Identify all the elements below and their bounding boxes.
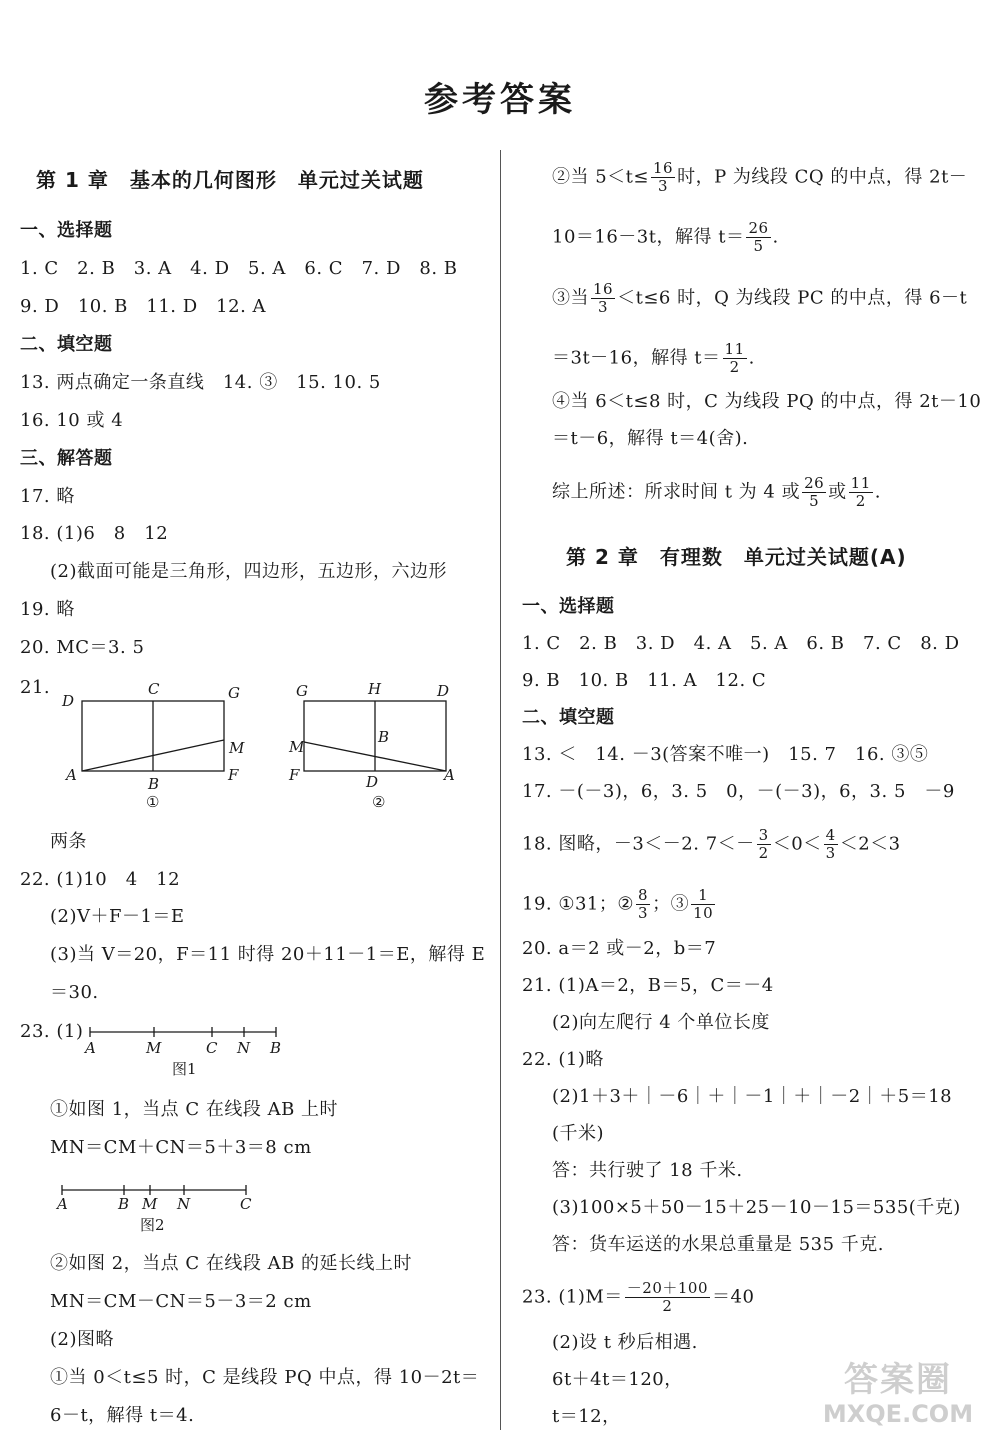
fig1-label-B: B <box>270 1039 282 1057</box>
r-answer-22-part2-reply: 答：共行驶了 18 千米. <box>552 1160 743 1181</box>
fig1-label-C: C <box>206 1039 218 1057</box>
fraction: $\frac{11}{2}$ <box>850 474 871 510</box>
answer-18: 18. (1)6 8 12 <box>20 523 169 544</box>
fraction: $\frac{3}{2}$ <box>758 826 769 862</box>
r-answer-22-part2: (2)1＋3＋｜－6｜＋｜－1｜＋｜－2｜＋5＝18 <box>552 1086 953 1107</box>
r-answer-18: 18. 图略，－3＜－2. 7＜－ $\frac{3}{2}$ ＜0＜ $\frac{4}{3}$ ＜2＜3 <box>522 826 901 862</box>
fill-answers-2: 16. 10 或 4 <box>20 410 124 431</box>
fraction: $\frac{26}{5}$ <box>804 474 825 510</box>
fig2-label-M: M <box>142 1195 158 1213</box>
r-section-multiple-choice: 一、选择题 <box>522 596 615 617</box>
fig21-1-label-A: A <box>66 766 77 784</box>
r-summary: 综上所述：所求时间 t 为 4 或 $\frac{26}{5}$ 或 $\frac{11}{2}$ . <box>552 474 881 510</box>
r-case4-line1: ④当 6＜t≤8 时，C 为线段 PQ 的中点，得 2t－10 <box>552 391 982 412</box>
fig21-1-label-G: G <box>228 684 240 702</box>
figure-21-2 <box>288 680 455 811</box>
fig2-label-N: N <box>177 1195 191 1213</box>
fig2-label-A: A <box>57 1195 68 1213</box>
fraction: $\frac{16}{3}$ <box>593 280 614 316</box>
answer-23-case1: ①如图 1，当点 C 在线段 AB 上时 <box>50 1099 339 1120</box>
r-answer-22-part3: (3)100×5＋50－15＋25－10－15＝535(千克) <box>552 1197 961 1218</box>
section-fill-blank: 二、填空题 <box>20 334 113 355</box>
answer-22: 22. (1)10 4 12 <box>20 869 181 890</box>
page-title: 参考答案 <box>424 80 576 120</box>
fig21-2-label-A: A <box>444 766 455 784</box>
r-mc-answers-1: 1. C 2. B 3. D 4. A 5. A 6. B 7. C 8. D <box>522 633 960 654</box>
fraction: $\frac{-20+100}{2}$ <box>626 1279 708 1315</box>
r-answer-22-part3-reply: 答：货车运送的水果总重量是 535 千克. <box>552 1234 885 1255</box>
answer-19: 19. 略 <box>20 599 75 620</box>
figure-23-2 <box>54 1176 284 1236</box>
answer-17: 17. 略 <box>20 486 75 507</box>
fig21-2-label-D2: D <box>366 773 379 791</box>
r-answer-19: 19. ①31；② $\frac{8}{3}$ ；③ $\frac{1}{10}$ <box>522 886 714 922</box>
figure-21 <box>60 676 460 816</box>
answer-23-case2: ②如图 2，当点 C 在线段 AB 的延长线上时 <box>50 1253 413 1274</box>
section-multiple-choice: 一、选择题 <box>20 220 113 241</box>
fig21-2-caption: ② <box>372 793 386 811</box>
fig21-2-label-G: G <box>296 682 308 700</box>
r-case3-line1: ③当 $\frac{16}{3}$ ＜t≤6 时，Q 为线段 PC 的中点，得 6－t <box>552 280 968 316</box>
fig21-1-caption: ① <box>146 793 160 811</box>
fraction: $\frac{4}{3}$ <box>825 826 836 862</box>
answer-23-part2-case1-cont: 6－t，解得 t＝4. <box>50 1405 195 1426</box>
fig21-2-label-D: D <box>437 682 450 700</box>
fraction: $\frac{1}{10}$ <box>693 886 714 922</box>
answer-23-part2: (2)图略 <box>50 1329 114 1350</box>
r-case2-line2: 10＝16－3t，解得 t＝ $\frac{26}{5}$ . <box>552 219 779 255</box>
r-answer-23-eq: 6t＋4t＝120， <box>552 1369 683 1390</box>
fig21-1-label-C: C <box>148 680 160 698</box>
fraction: $\frac{16}{3}$ <box>653 159 674 195</box>
chapter-1-heading: 第 1 章 基本的几何图形 单元过关试题 <box>36 168 424 192</box>
r-answer-22: 22. (1)略 <box>522 1049 604 1070</box>
fig1-label-A: A <box>85 1039 96 1057</box>
chapter-2-heading: 第 2 章 有理数 单元过关试题(A) <box>566 545 907 569</box>
r-answer-23-part2: (2)设 t 秒后相遇. <box>552 1332 698 1353</box>
answer-23: 23. (1) <box>20 1021 84 1042</box>
fig21-2-label-M: M <box>289 738 305 756</box>
fig21-2-label-B: B <box>378 728 390 746</box>
figure-23-1 <box>80 1018 310 1080</box>
answer-22-part3: (3)当 V＝20，F＝11 时得 20＋11－1＝E，解得 E <box>50 944 486 965</box>
section-solutions: 三、解答题 <box>20 448 113 469</box>
r-answer-21-part2: (2)向左爬行 4 个单位长度 <box>552 1012 770 1033</box>
answer-23-case2-calc: MN＝CM－CN＝5－3＝2 cm <box>50 1291 312 1312</box>
r-fill-answers-2: 17. －(－3)，6，3. 5 0，－(－3)，6，3. 5 －9 <box>522 781 955 802</box>
fig2-caption: 图2 <box>140 1216 165 1234</box>
fig2-label-C: C <box>240 1195 252 1213</box>
r-section-fill-blank: 二、填空题 <box>522 707 615 728</box>
fraction: $\frac{11}{2}$ <box>724 340 745 376</box>
r-answer-22-part2-unit: (千米) <box>552 1123 605 1144</box>
r-fill-answers-1: 13. ＜ 14. －3(答案不唯一) 15. 7 16. ③⑤ <box>522 744 929 765</box>
mc-answers-1: 1. C 2. B 3. A 4. D 5. A 6. C 7. D 8. B <box>20 258 458 279</box>
fig21-2-label-H: H <box>368 680 382 698</box>
watermark-logo: 答案圈 MXQE.COM <box>822 1360 974 1428</box>
fig1-label-M: M <box>146 1039 162 1057</box>
figure-21-1 <box>61 680 245 811</box>
answer-20: 20. MC＝3. 5 <box>20 637 145 658</box>
answer-22-part3-cont: ＝30. <box>50 982 99 1003</box>
r-mc-answers-2: 9. B 10. B 11. A 12. C <box>522 670 767 691</box>
fig1-caption: 图1 <box>172 1060 197 1078</box>
fig21-2-label-F: F <box>289 766 300 784</box>
mc-answers-2: 9. D 10. B 11. D 12. A <box>20 296 267 317</box>
fraction: $\frac{26}{5}$ <box>748 219 769 255</box>
fig1-label-N: N <box>237 1039 251 1057</box>
answer-18-part2: (2)截面可能是三角形，四边形，五边形，六边形 <box>50 561 447 582</box>
fig2-label-B: B <box>118 1195 130 1213</box>
r-answer-23-result: t＝12， <box>552 1406 621 1427</box>
fig21-1-label-F: F <box>228 766 239 784</box>
answer-22-part2: (2)V＋F－1＝E <box>50 906 185 927</box>
fig21-1-label-M: M <box>229 739 245 757</box>
answer-23-part2-case1: ①当 0＜t≤5 时，C 是线段 PQ 中点，得 10－2t＝ <box>50 1367 480 1388</box>
r-case3-line2: ＝3t－16，解得 t＝ $\frac{11}{2}$ . <box>552 340 755 376</box>
r-answer-23: 23. (1)M＝ $\frac{-20+100}{2}$ ＝40 <box>522 1279 755 1315</box>
answer-23-case1-calc: MN＝CM＋CN＝5＋3＝8 cm <box>50 1137 312 1158</box>
r-answer-20: 20. a＝2 或－2，b＝7 <box>522 938 717 959</box>
r-case2-line1: ②当 5＜t≤ $\frac{16}{3}$ 时，P 为线段 CQ 的中点，得 2t－ <box>552 159 968 195</box>
fill-answers-1: 13. 两点确定一条直线 14. ③ 15. 10. 5 <box>20 372 381 393</box>
r-case4-line2: ＝t－6，解得 t＝4(舍). <box>552 428 749 449</box>
fig21-1-label-D: D <box>62 692 75 710</box>
fraction: $\frac{8}{3}$ <box>638 886 649 922</box>
column-divider <box>500 150 501 1430</box>
answer-21-result: 两条 <box>50 831 87 852</box>
fig21-1-label-B: B <box>148 775 160 793</box>
r-answer-21: 21. (1)A＝2，B＝5，C＝－4 <box>522 975 774 996</box>
answer-21: 21. <box>20 677 51 698</box>
